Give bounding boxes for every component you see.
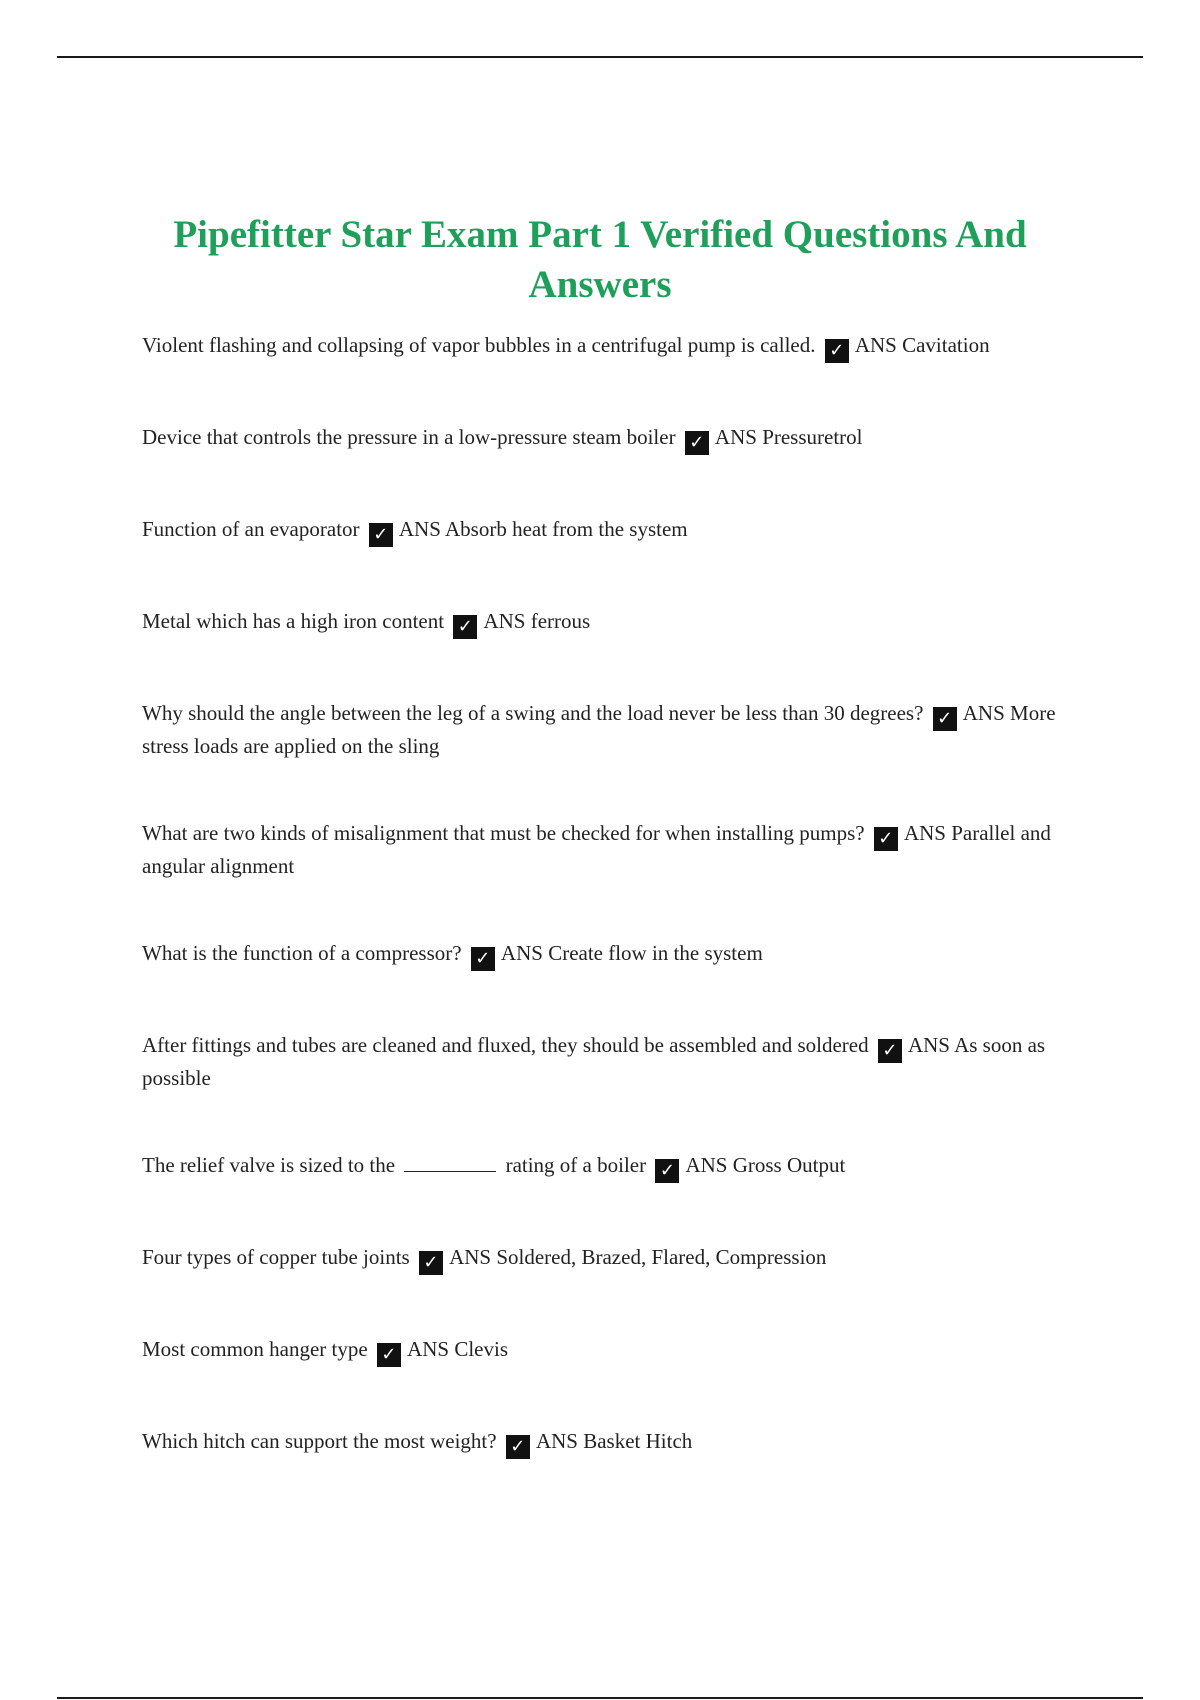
question-text: Metal which has a high iron content	[142, 609, 445, 633]
answer-prefix: ANS	[714, 425, 757, 449]
answer-text: Parallel and angular alignment	[142, 821, 1051, 878]
question-text: Function of an evaporator	[142, 517, 360, 541]
answer-text: ferrous	[530, 609, 591, 633]
check-box-icon: ✓	[825, 339, 849, 363]
question-text: What is the function of a compressor?	[142, 941, 462, 965]
check-box-icon: ✓	[419, 1251, 443, 1275]
check-box-icon: ✓	[685, 431, 709, 455]
check-box-icon: ✓	[453, 615, 477, 639]
answer-prefix: ANS	[903, 821, 946, 845]
answer-prefix: ANS	[500, 941, 543, 965]
page-title: Pipefitter Star Exam Part 1 Verified Questions And Answers	[173, 213, 1027, 306]
check-box-icon: ✓	[377, 1343, 401, 1367]
question-text: Four types of copper tube joints	[142, 1245, 410, 1269]
qa-item	[142, 938, 1062, 971]
answer-prefix: ANS	[685, 1153, 728, 1177]
answer-prefix: ANS	[483, 609, 526, 633]
check-box-icon: ✓	[874, 827, 898, 851]
qa-item	[142, 422, 1062, 455]
qa-item	[142, 1030, 1062, 1093]
question-text: Most common hanger type	[142, 1337, 368, 1361]
qa-item	[142, 1334, 1062, 1367]
qa-item	[142, 514, 1062, 547]
answer-text: Create flow in the system	[548, 941, 763, 965]
qa-item	[142, 330, 1062, 363]
check-box-icon: ✓	[506, 1435, 530, 1459]
question-text: After fittings and tubes are cleaned and fluxed, they should be assembled and soldered	[142, 1033, 869, 1057]
check-box-icon: ✓	[878, 1039, 902, 1063]
answer-prefix: ANS	[962, 701, 1005, 725]
qa-item	[142, 698, 1062, 761]
qa-item	[142, 606, 1062, 639]
answer-text: As soon as possible	[142, 1033, 1046, 1090]
answer-text: Cavitation	[902, 333, 990, 357]
question-text: Which hitch can support the most weight?	[142, 1429, 497, 1453]
qa-item	[142, 1242, 1062, 1275]
answer-prefix: ANS	[449, 1245, 492, 1269]
answer-text: Soldered, Brazed, Flared, Compression	[496, 1245, 827, 1269]
top-rule	[57, 56, 1143, 58]
check-box-icon: ✓	[655, 1159, 679, 1183]
answer-text: Absorb heat from the system	[444, 517, 688, 541]
answer-prefix: ANS	[407, 1337, 450, 1361]
qa-item	[142, 1150, 1062, 1183]
answer-prefix: ANS	[854, 333, 897, 357]
answer-text: Pressuretrol	[762, 425, 863, 449]
bottom-rule	[57, 1697, 1143, 1699]
check-box-icon: ✓	[369, 523, 393, 547]
question-text: Violent flashing and collapsing of vapor bubbles in a centrifugal pump is called.	[142, 333, 816, 357]
question-text: What are two kinds of misalignment that must be checked for when installing pumps?	[142, 821, 865, 845]
answer-text: Clevis	[454, 1337, 508, 1361]
question-text-after-blank: rating of a boiler	[505, 1153, 647, 1177]
qa-item	[142, 1426, 1062, 1459]
question-text: Device that controls the pressure in a low-pressure steam boiler	[142, 425, 676, 449]
qa-item	[142, 818, 1062, 881]
answer-prefix: ANS	[398, 517, 441, 541]
answer-text: More stress loads are applied on the sling	[142, 701, 1056, 758]
check-box-icon: ✓	[933, 707, 957, 731]
answer-text: Gross Output	[732, 1153, 846, 1177]
answer-text: Basket Hitch	[583, 1429, 693, 1453]
question-text: Why should the angle between the leg of a swing and the load never be less than 30 degrees?	[142, 701, 924, 725]
check-box-icon: ✓	[471, 947, 495, 971]
question-text-before-blank: The relief valve is sized to the	[142, 1153, 396, 1177]
answer-prefix: ANS	[535, 1429, 578, 1453]
answer-prefix: ANS	[907, 1033, 950, 1057]
fill-in-blank	[404, 1151, 496, 1172]
